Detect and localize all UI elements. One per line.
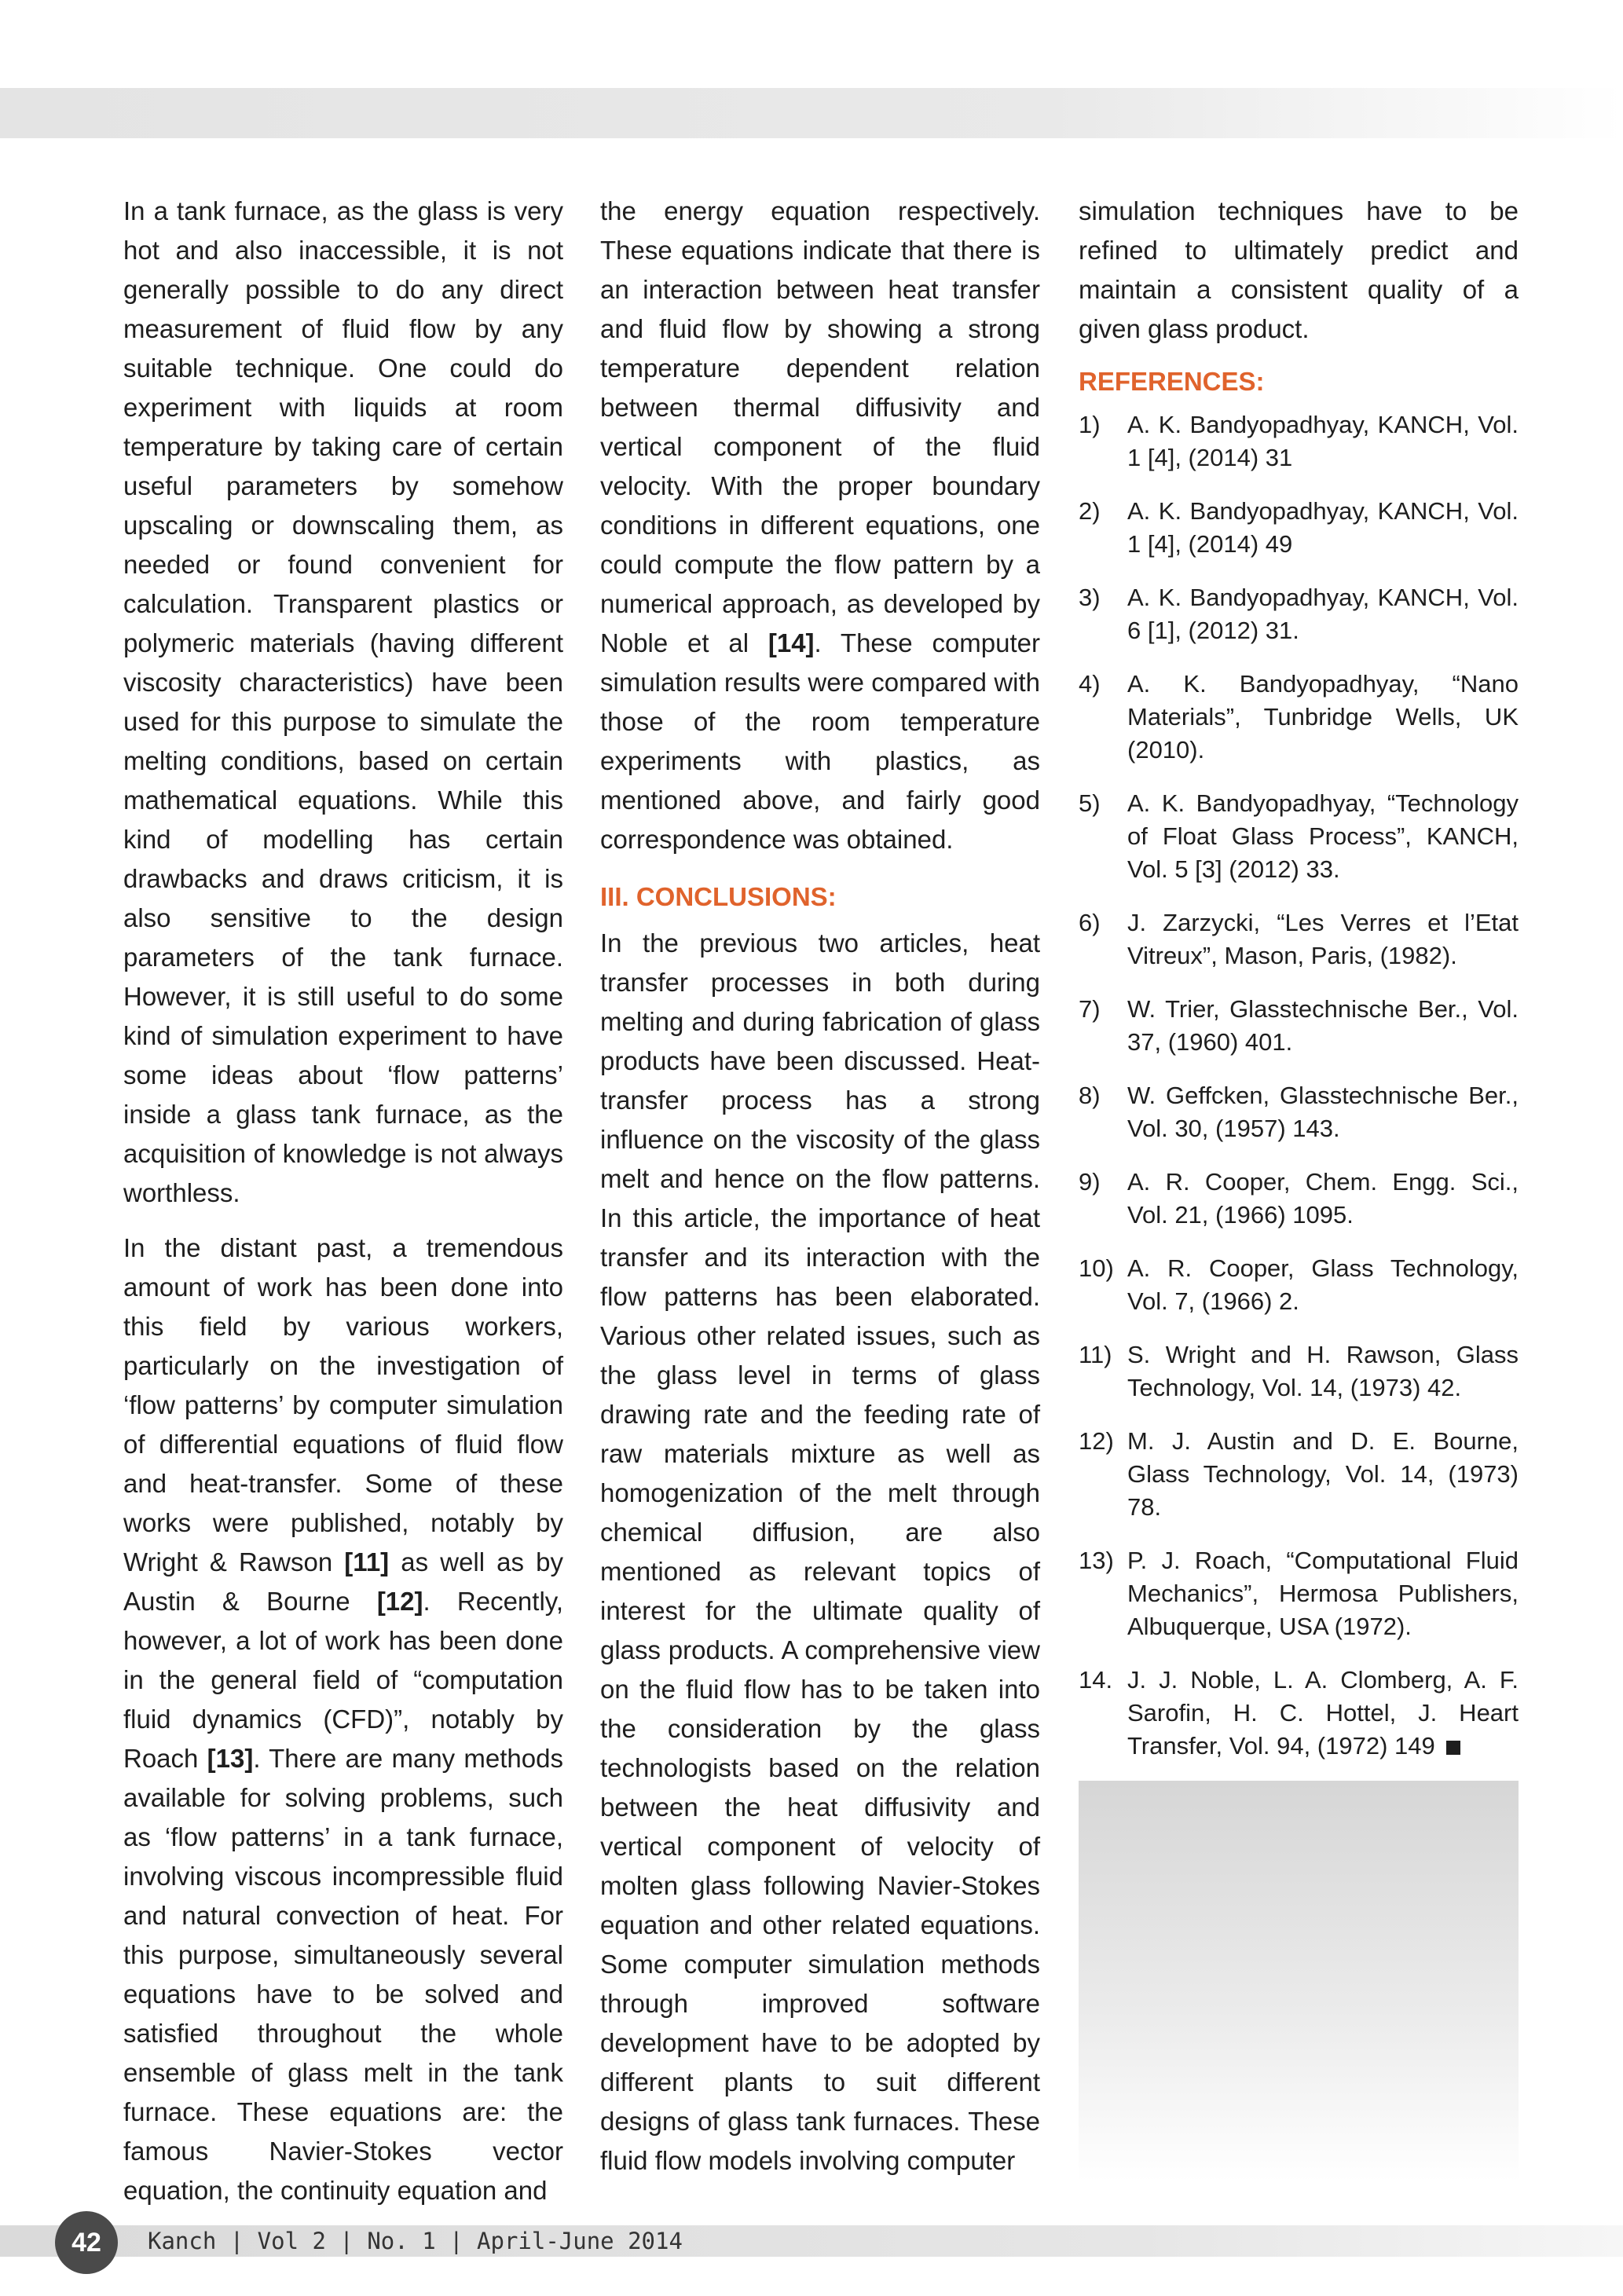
- reference-text: W. Trier, Glasstechnische Ber., Vol. 37, (1960) 401.: [1127, 995, 1519, 1056]
- column-1: [123, 192, 563, 2226]
- reference-text: M. J. Austin and D. E. Bourne, Glass Technology, Vol. 14, (1973) 78.: [1127, 1427, 1519, 1521]
- journal-footer-text: Kanch | Vol 2 | No. 1 | April-June 2014: [148, 2228, 683, 2254]
- reference-item: [1079, 668, 1519, 767]
- column-3: [1079, 192, 1519, 1783]
- reference-item: [1079, 993, 1519, 1059]
- reference-number: 13): [1079, 1547, 1114, 1574]
- reference-item: [1079, 1079, 1519, 1145]
- citation: [13]: [207, 1744, 254, 1773]
- reference-number: 8): [1079, 1082, 1101, 1109]
- reference-item: [1079, 1252, 1519, 1318]
- text-run: In the distant past, a tremendous amount of work has been done into this field by various workers, particularly on the investigation of ‘flow patterns’ by computer simulation of differential equations of fluid flow and heat-transfer. Some of these works were published, notably by Wright & Rawson: [123, 1233, 563, 1576]
- reference-number: 1): [1079, 411, 1101, 438]
- section-heading-conclusions: III. CONCLUSIONS:: [600, 882, 837, 911]
- reference-item: [1079, 495, 1519, 561]
- reference-text: A. R. Cooper, Chem. Engg. Sci., Vol. 21, (1966) 1095.: [1127, 1168, 1519, 1229]
- text-run: as well as by Austin & Bourne: [123, 1547, 563, 1616]
- page-number-badge: 42: [55, 2211, 118, 2274]
- reference-text: W. Geffcken, Glasstechnische Ber., Vol. 30, (1957) 143.: [1127, 1082, 1519, 1142]
- reference-item: [1079, 1425, 1519, 1524]
- text-run: . Recently, however, a lot of work has been done in the general field of “computation fluid dynamics (CFD)”, notably by Roach: [123, 1587, 563, 1773]
- end-of-article-mark: [1446, 1741, 1460, 1755]
- paragraph: [600, 192, 1040, 859]
- reference-text: J. Zarzycki, “Les Verres et l’Etat Vitreux”, Mason, Paris, (1982).: [1127, 909, 1519, 969]
- reference-text: A. K. Bandyopadhyay, KANCH, Vol. 1 [4], (2014) 49: [1127, 497, 1519, 558]
- text-run: the energy equation respectively. These equations indicate that there is an interaction between heat transfer and fluid flow by showing a strong temperature dependent relation between thermal diffusivity and vertical component of the fluid velocity. With the proper boundary conditions in different equations, one could compute the flow pattern by a numerical approach, as developed by Noble et al: [600, 196, 1040, 657]
- reference-list: [1079, 408, 1519, 1763]
- column-2: [600, 192, 1040, 2196]
- reference-number: 7): [1079, 995, 1101, 1023]
- reference-number: 2): [1079, 497, 1101, 525]
- text-run: . There are many methods available for solving problems, such as ‘flow patterns’ in a tank furnace, involving viscous incompressible fluid and natural convection of heat. For this purpose, simultaneously several equations have to be solved and satisfied throughout the whole ensemble of glass melt in the tank furnace. These equations are: the famous Navier-Stokes vector equation, the continuity equation and: [123, 1744, 563, 2205]
- section-heading-references: REFERENCES:: [1079, 367, 1265, 396]
- reference-number: 14.: [1079, 1666, 1113, 1694]
- reference-text: J. J. Noble, L. A. Clomberg, A. F. Sarofin, H. C. Hottel, J. Heart Transfer, Vol. 94, (1972) 149: [1127, 1666, 1519, 1760]
- reference-item: [1079, 408, 1519, 474]
- reference-number: 4): [1079, 670, 1101, 698]
- reference-text: P. J. Roach, “Computational Fluid Mechanics”, Hermosa Publishers, Albuquerque, USA (1972).: [1127, 1547, 1519, 1640]
- reference-number: 10): [1079, 1254, 1114, 1282]
- reference-text: A. K. Bandyopadhyay, KANCH, Vol. 6 [1], (2012) 31.: [1127, 584, 1519, 644]
- reference-item: [1079, 906, 1519, 972]
- reference-number: 3): [1079, 584, 1101, 611]
- decorative-panel: [1079, 1781, 1519, 2181]
- reference-text: A. K. Bandyopadhyay, KANCH, Vol. 1 [4], (2014) 31: [1127, 411, 1519, 471]
- reference-number: 12): [1079, 1427, 1114, 1455]
- citation: [14]: [768, 628, 815, 657]
- citation: [12]: [376, 1587, 423, 1616]
- reference-number: 5): [1079, 789, 1101, 817]
- reference-number: 9): [1079, 1168, 1101, 1196]
- reference-item: [1079, 787, 1519, 886]
- reference-number: 11): [1079, 1341, 1112, 1368]
- paragraph: In a tank furnace, as the glass is very hot and also inaccessible, it is not generally possible to do any direct measurement of fluid flow by any suitable technique. One could do experiment with liquids at room temperature by taking care of certain useful parameters by somehow upscaling or downscaling them, as needed or found convenient for calculation. Transparent plastics or polymeric materials (having different viscosity characteristics) have been used for this purpose to simulate the melting conditions, based on certain mathematical equations. While this kind of modelling has certain drawbacks and draws criticism, it is also sensitive to the design parameters of the tank furnace. However, it is still useful to do some kind of simulation experiment to have some ideas about ‘flow patterns’ inside a glass tank furnace, as the acquisition of knowledge is not always worthless.: [123, 196, 563, 1207]
- reference-text: S. Wright and H. Rawson, Glass Technology, Vol. 14, (1973) 42.: [1127, 1341, 1519, 1401]
- citation: [11]: [344, 1547, 390, 1576]
- paragraph: simulation techniques have to be refined to ultimately predict and maintain a consistent quality of a given glass product.: [1079, 196, 1519, 343]
- reference-number: 6): [1079, 909, 1101, 936]
- header-band: [0, 88, 1623, 138]
- reference-item: [1079, 1664, 1519, 1763]
- paragraph: In the previous two articles, heat transfer processes in both during melting and during fabrication of glass products have been discussed. Heat-transfer process has a strong influence on the viscosity of the glass melt and hence on the flow patterns. In this article, the importance of heat transfer and its interaction with the flow patterns has been elaborated. Various other related issues, such as the glass level in terms of glass drawing rate and the feeding rate of raw materials mixture as well as homogenization of the melt through chemical diffusion, are also mentioned as relevant topics of interest for the ultimate quality of glass products. A comprehensive view on the fluid flow has to be taken into the consideration by the glass technologists based on the relation between the heat diffusivity and vertical component of velocity of molten glass following Navier-Stokes equation and other related equations. Some computer simulation methods through improved software development have to be adopted by different plants to suit different designs of glass tank furnaces. These fluid flow models involving computer: [600, 928, 1040, 2175]
- reference-text: A. R. Cooper, Glass Technology, Vol. 7, (1966) 2.: [1127, 1254, 1519, 1315]
- paragraph: [123, 1229, 563, 2210]
- reference-item: [1079, 1338, 1519, 1404]
- reference-text: A. K. Bandyopadhyay, “Technology of Float Glass Process”, KANCH, Vol. 5 [3] (2012) 33.: [1127, 789, 1519, 883]
- reference-item: [1079, 1544, 1519, 1643]
- reference-text: A. K. Bandyopadhyay, “Nano Materials”, Tunbridge Wells, UK (2010).: [1127, 670, 1519, 764]
- reference-item: [1079, 1166, 1519, 1232]
- text-run: . These computer simulation results were compared with those of the room temperature experiments with plastics, as mentioned above, and fairly good correspondence was obtained.: [600, 628, 1041, 854]
- reference-item: [1079, 581, 1519, 647]
